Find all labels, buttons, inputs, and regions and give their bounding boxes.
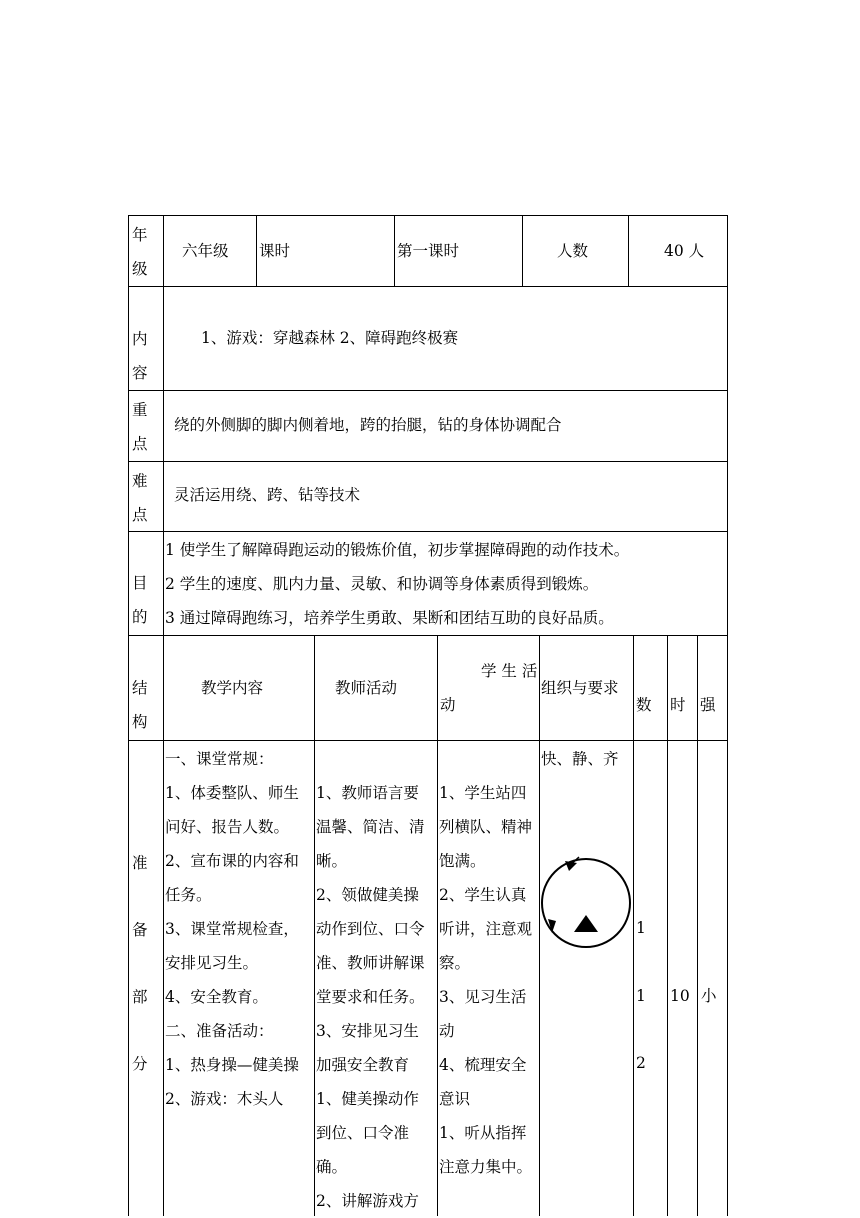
prep-teacher-line: 准、教师讲解课 bbox=[316, 954, 425, 972]
prep-time-value: 10 bbox=[670, 987, 690, 1005]
table-rule bbox=[394, 215, 395, 286]
prep-label-char: 准 bbox=[132, 854, 148, 872]
prep-content-line: 1、热身操—健美操 bbox=[165, 1056, 299, 1074]
prep-student-line: 2、学生认真 bbox=[439, 886, 527, 904]
prep-student-line: 3、见习生活 bbox=[439, 988, 527, 1006]
structure-label-char: 构 bbox=[132, 713, 148, 731]
table-rule bbox=[128, 461, 728, 462]
prep-count-value: 2 bbox=[636, 1054, 646, 1072]
grade-label-char: 级 bbox=[132, 260, 148, 278]
col-student-activity-line2: 动 bbox=[440, 696, 456, 714]
purpose-label-char: 的 bbox=[132, 608, 148, 626]
prep-student-line: 注意力集中。 bbox=[439, 1158, 533, 1176]
prep-student-line: 4、梳理安全 bbox=[439, 1056, 527, 1074]
prep-student-line: 1、听从指挥 bbox=[439, 1124, 527, 1142]
col-organization: 组织与要求 bbox=[541, 679, 619, 697]
structure-label-char: 结 bbox=[132, 679, 148, 697]
table-rule bbox=[256, 215, 257, 286]
table-rule bbox=[697, 635, 698, 1216]
prep-content-line: 2、宣布课的内容和 bbox=[165, 852, 299, 870]
table-rule bbox=[128, 531, 728, 532]
prep-teacher-line: 3、安排见习生 bbox=[316, 1022, 419, 1040]
focus-label-char: 重 bbox=[132, 401, 148, 419]
purpose-line: 3 通过障碍跑练习，培养学生勇敢、果断和团结互助的良好品质。 bbox=[165, 609, 614, 627]
prep-teacher-line: 2、讲解游戏方 bbox=[316, 1192, 419, 1210]
table-rule bbox=[128, 635, 728, 636]
table-rule bbox=[128, 390, 728, 391]
table-rule bbox=[128, 215, 728, 216]
table-rule bbox=[314, 635, 315, 1216]
prep-content-line: 2、游戏：木头人 bbox=[165, 1090, 284, 1108]
prep-teacher-line: 动作到位、口令 bbox=[316, 920, 425, 938]
col-intensity: 强 bbox=[700, 696, 716, 714]
prep-content-line: 任务。 bbox=[165, 886, 212, 904]
prep-student-line: 动 bbox=[439, 1022, 455, 1040]
purpose-line: 2 学生的速度、肌内力量、灵敏、和协调等身体素质得到锻炼。 bbox=[165, 575, 599, 593]
prep-teacher-line: 温馨、简洁、清 bbox=[316, 818, 425, 836]
prep-content bbox=[165, 742, 299, 1116]
prep-count-value: 1 bbox=[636, 919, 646, 937]
col-time: 时 bbox=[670, 696, 686, 714]
prep-student bbox=[439, 742, 532, 1184]
col-student-activity-line1: 学 生 活 bbox=[481, 662, 538, 680]
teacher-triangle-icon bbox=[574, 915, 598, 932]
prep-teacher-line: 1、健美操动作 bbox=[316, 1090, 419, 1108]
content-text: 1、游戏：穿越森林 2、障碍跑终极赛 bbox=[201, 329, 459, 347]
prep-teacher-line: 堂要求和任务。 bbox=[316, 988, 425, 1006]
prep-label-char: 分 bbox=[132, 1055, 148, 1073]
difficulty-label-char: 点 bbox=[132, 506, 148, 524]
prep-content-line: 1、体委整队、师生 bbox=[165, 784, 299, 802]
formation-diagram bbox=[539, 845, 634, 955]
prep-teacher-line: 晰。 bbox=[316, 852, 348, 870]
prep-organization: 快、静、齐 bbox=[541, 750, 619, 768]
prep-student-line: 列横队、精神 bbox=[439, 818, 533, 836]
prep-teacher-line: 1、教师语言要 bbox=[316, 784, 419, 802]
table-rule bbox=[163, 215, 164, 1216]
col-count: 数 bbox=[636, 696, 652, 714]
prep-student-line: 饱满。 bbox=[439, 852, 486, 870]
prep-count-value: 1 bbox=[636, 987, 646, 1005]
prep-teacher-line: 2、领做健美操 bbox=[316, 886, 419, 904]
table-rule bbox=[727, 215, 728, 1216]
prep-student-line: 1、学生站四 bbox=[439, 784, 527, 802]
prep-intensity-value: 小 bbox=[701, 987, 717, 1005]
content-label-char: 内 bbox=[132, 330, 148, 348]
prep-label-char: 部 bbox=[132, 988, 148, 1006]
count-label: 人数 bbox=[557, 242, 589, 260]
focus-text: 绕的外侧脚的脚内侧着地，跨的抬腿，钻的身体协调配合 bbox=[174, 416, 562, 434]
prep-teacher-line: 加强安全教育 bbox=[316, 1056, 410, 1074]
table-rule bbox=[128, 740, 728, 741]
prep-label-char: 备 bbox=[132, 921, 148, 939]
table-rule bbox=[522, 215, 523, 286]
prep-content-line: 安排见习生。 bbox=[165, 954, 259, 972]
difficulty-text: 灵活运用绕、跨、钻等技术 bbox=[174, 486, 361, 504]
table-rule bbox=[667, 635, 668, 1216]
purpose-label-char: 目 bbox=[132, 574, 148, 592]
col-teaching-content: 教学内容 bbox=[201, 679, 264, 697]
prep-teacher-line: 到位、口令准 bbox=[316, 1124, 410, 1142]
prep-content-line: 3、课堂常规检查， bbox=[165, 920, 299, 938]
table-rule bbox=[128, 286, 728, 287]
prep-teacher-line bbox=[316, 742, 425, 776]
period-label: 课时 bbox=[259, 242, 291, 260]
grade-label-char: 年 bbox=[132, 226, 148, 244]
prep-teacher bbox=[316, 742, 425, 1218]
table-rule bbox=[128, 215, 129, 1216]
prep-teacher-line: 确。 bbox=[316, 1158, 348, 1176]
col-teacher-activity: 教师活动 bbox=[335, 679, 398, 697]
period-value: 第一课时 bbox=[397, 242, 460, 260]
prep-content-line: 二、准备活动： bbox=[165, 1022, 274, 1040]
prep-content-line: 一、课堂常规： bbox=[165, 750, 274, 768]
table-rule bbox=[437, 635, 438, 1216]
prep-content-line: 问好、报告人数。 bbox=[165, 818, 290, 836]
prep-student-line: 意识 bbox=[439, 1090, 471, 1108]
prep-student-line: 察。 bbox=[439, 954, 471, 972]
prep-student-line: 听讲，注意观 bbox=[439, 920, 533, 938]
purpose-line: 1 使学生了解障碍跑运动的锻炼价值，初步掌握障碍跑的动作技术。 bbox=[165, 541, 630, 559]
count-value: 40 人 bbox=[664, 242, 705, 260]
formation-circle bbox=[542, 859, 630, 947]
grade-value: 六年级 bbox=[182, 242, 229, 260]
purpose-lines bbox=[165, 533, 629, 635]
table-rule bbox=[628, 215, 629, 286]
content-label-char: 容 bbox=[132, 364, 148, 382]
prep-student-line bbox=[439, 742, 532, 776]
prep-content-line: 4、安全教育。 bbox=[165, 988, 268, 1006]
focus-label-char: 点 bbox=[132, 435, 148, 453]
difficulty-label-char: 难 bbox=[132, 472, 148, 490]
circle-arrow-icon bbox=[565, 861, 577, 871]
